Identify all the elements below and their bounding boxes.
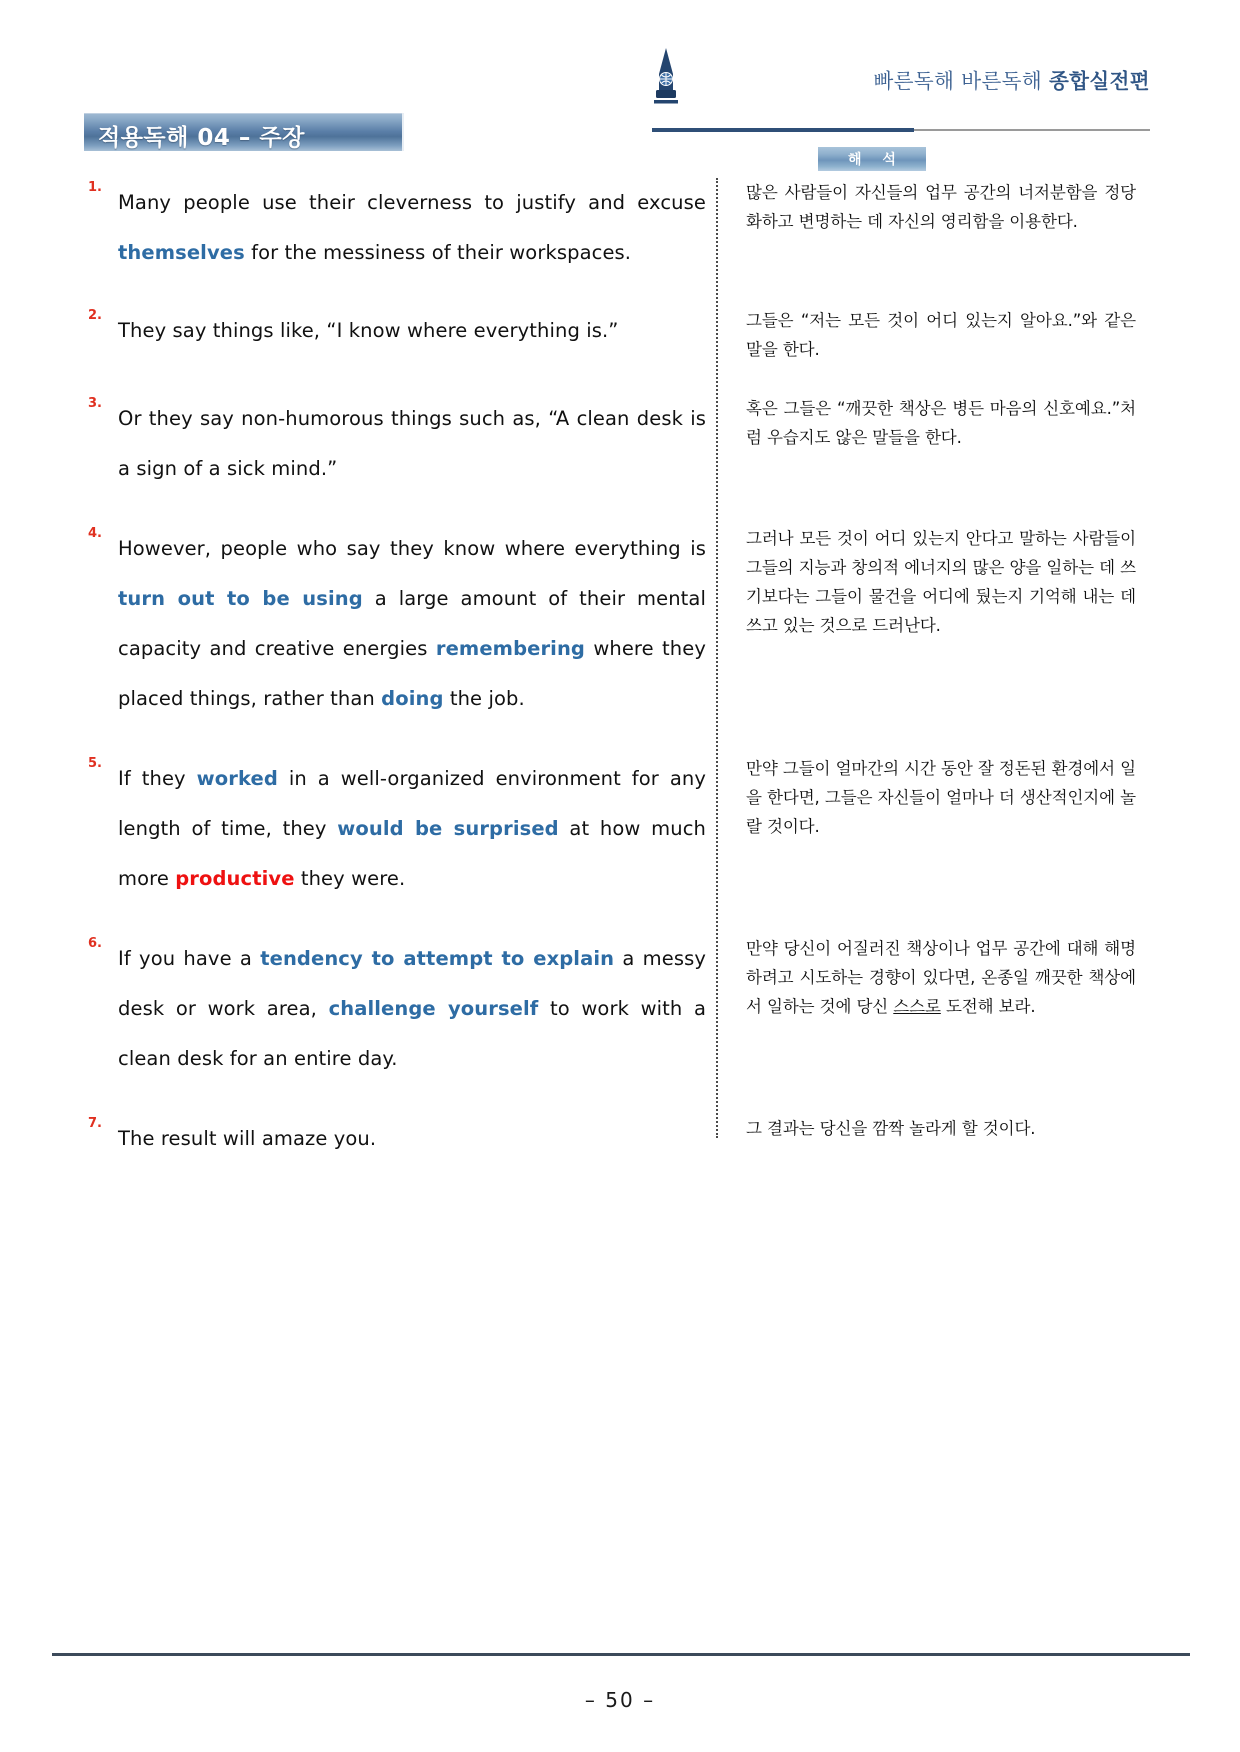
english-sentence-text [118, 524, 706, 724]
header-rule-dark [652, 128, 914, 132]
sentence-row [84, 524, 1144, 724]
english-sentence-text [118, 394, 706, 494]
section-title-text: 적용독해 04 – 주장 [98, 125, 305, 151]
english-sentence-cell [84, 754, 716, 904]
sentence-text-run: Many people use their cleverness to justify and excuse [118, 191, 706, 214]
translation-column-label: 해 석 [848, 152, 904, 168]
english-sentence-cell [84, 178, 716, 278]
english-sentence-cell [84, 524, 716, 724]
english-sentence-cell [84, 934, 716, 1084]
sentence-text-run: for the messiness of their workspaces. [244, 241, 632, 264]
sentence-text-run: a messy desk or work area, [118, 947, 707, 1020]
english-sentence-cell [84, 306, 716, 356]
sentence-number: 7. [88, 1116, 102, 1131]
sentence-number: 6. [88, 936, 102, 951]
sentence-row [84, 1114, 1144, 1164]
korean-text-run: 도전해 보라. [940, 997, 1036, 1016]
korean-translation-text [746, 934, 1136, 1021]
highlight-blue: would be surprised [337, 817, 559, 840]
english-sentence-text [118, 306, 706, 356]
sentence-text-run: at how much more [118, 817, 706, 890]
sentence-text-run: However, people who say they know where everything is [118, 537, 706, 560]
sentence-text-run: They say things like, “I know where everything is.” [118, 319, 619, 342]
sentence-text-run: Or they say non-humorous things such as, “A clean desk is a sign of a sick mind.” [118, 407, 706, 480]
highlight-blue: turn out to be using [118, 587, 363, 610]
sentence-text-run: the job. [443, 687, 525, 710]
highlight-blue: doing [381, 687, 444, 710]
highlight-blue: tendency to attempt to explain [260, 947, 615, 970]
header-rule-grey [914, 129, 1150, 131]
sentence-text-run: where they placed things, rather than [118, 637, 706, 710]
header-title-bold: 종합실전편 [1048, 69, 1150, 93]
english-sentence-text [118, 1114, 706, 1164]
english-sentence-cell [84, 1114, 716, 1164]
sentence-list [84, 178, 1144, 1164]
korean-text-run: 만약 당신이 어질러진 책상이나 업무 공간에 대해 해명하려고 시도하는 경향이 있다면, 온종일 깨끗한 책상에서 일하는 것에 당신 [746, 939, 1136, 1016]
korean-translation-cell [716, 306, 1136, 364]
highlight-red: productive [175, 867, 295, 890]
korean-translation-cell [716, 1114, 1136, 1143]
sentence-text-run: to work with a clean desk for an entire day. [118, 997, 706, 1070]
sentence-number: 3. [88, 396, 102, 411]
sentence-text-run: If they [118, 767, 197, 790]
sentence-text-run: If you have a [118, 947, 261, 970]
korean-translation-text: 만약 그들이 얼마간의 시간 동안 잘 정돈된 환경에서 일을 한다면, 그들은 자신들이 얼마나 더 생산적인지에 놀랄 것이다. [746, 759, 1136, 836]
english-sentence-cell [84, 394, 716, 494]
highlight-blue: themselves [118, 241, 245, 264]
sentence-row [84, 754, 1144, 904]
sentence-row [84, 178, 1144, 278]
sentence-number: 1. [88, 180, 102, 195]
korean-translation-text: 그 결과는 당신을 깜짝 놀라게 할 것이다. [746, 1119, 1036, 1138]
sentence-text-run: The result will amaze you. [118, 1127, 377, 1150]
english-sentence-text [118, 178, 706, 278]
korean-translation-text: 그들은 “저는 모든 것이 어디 있는지 알아요.”와 같은 말을 한다. [746, 311, 1136, 359]
header-title-normal: 빠른독해 바른독해 [873, 69, 1049, 93]
highlight-blue: worked [196, 767, 278, 790]
sentence-number: 2. [88, 308, 102, 323]
sentence-number: 4. [88, 526, 102, 541]
sentence-text-run: in a well-organized environment for any length of time, they [118, 767, 707, 840]
korean-translation-text: 혹은 그들은 “깨끗한 책상은 병든 마음의 신호예요.”처럼 우습지도 않은 말들을 한다. [746, 399, 1136, 447]
sentence-row [84, 934, 1144, 1084]
translation-column-header [818, 147, 926, 171]
footer-rule [52, 1653, 1190, 1656]
korean-translation-cell [716, 524, 1136, 640]
korean-translation-text: 그러나 모든 것이 어디 있는지 안다고 말하는 사람들이 그들의 지능과 창의적 에너지의 많은 양을 일하는 데 쓰기보다는 그들이 물건을 어디에 뒀는지 기억해 내는 데 쓰고 있는 것으로 드러난다. [746, 529, 1136, 635]
korean-translation-cell [716, 754, 1136, 841]
page-header [0, 38, 1240, 108]
section-title-banner [84, 113, 404, 151]
korean-translation-cell [716, 394, 1136, 452]
korean-translation-cell [716, 934, 1136, 1021]
header-book-title [874, 64, 1150, 94]
sentence-row [84, 306, 1144, 364]
highlight-blue: challenge yourself [328, 997, 539, 1020]
sentence-text-run: a large amount of their mental capacity and creative energies [118, 587, 706, 660]
page-number: – 50 – [584, 1688, 656, 1712]
english-sentence-text [118, 754, 706, 904]
korean-underline: 스스로 [893, 997, 941, 1016]
sentence-row [84, 394, 1144, 494]
korean-translation-cell [716, 178, 1136, 236]
fountain-pen-nib-globe-icon [648, 48, 684, 110]
english-sentence-text [118, 934, 706, 1084]
sentence-text-run: they were. [294, 867, 406, 890]
korean-translation-text: 많은 사람들이 자신들의 업무 공간의 너저분함을 정당화하고 변명하는 데 자신의 영리함을 이용한다. [746, 183, 1136, 231]
sentence-number: 5. [88, 756, 102, 771]
highlight-blue: remembering [435, 637, 585, 660]
